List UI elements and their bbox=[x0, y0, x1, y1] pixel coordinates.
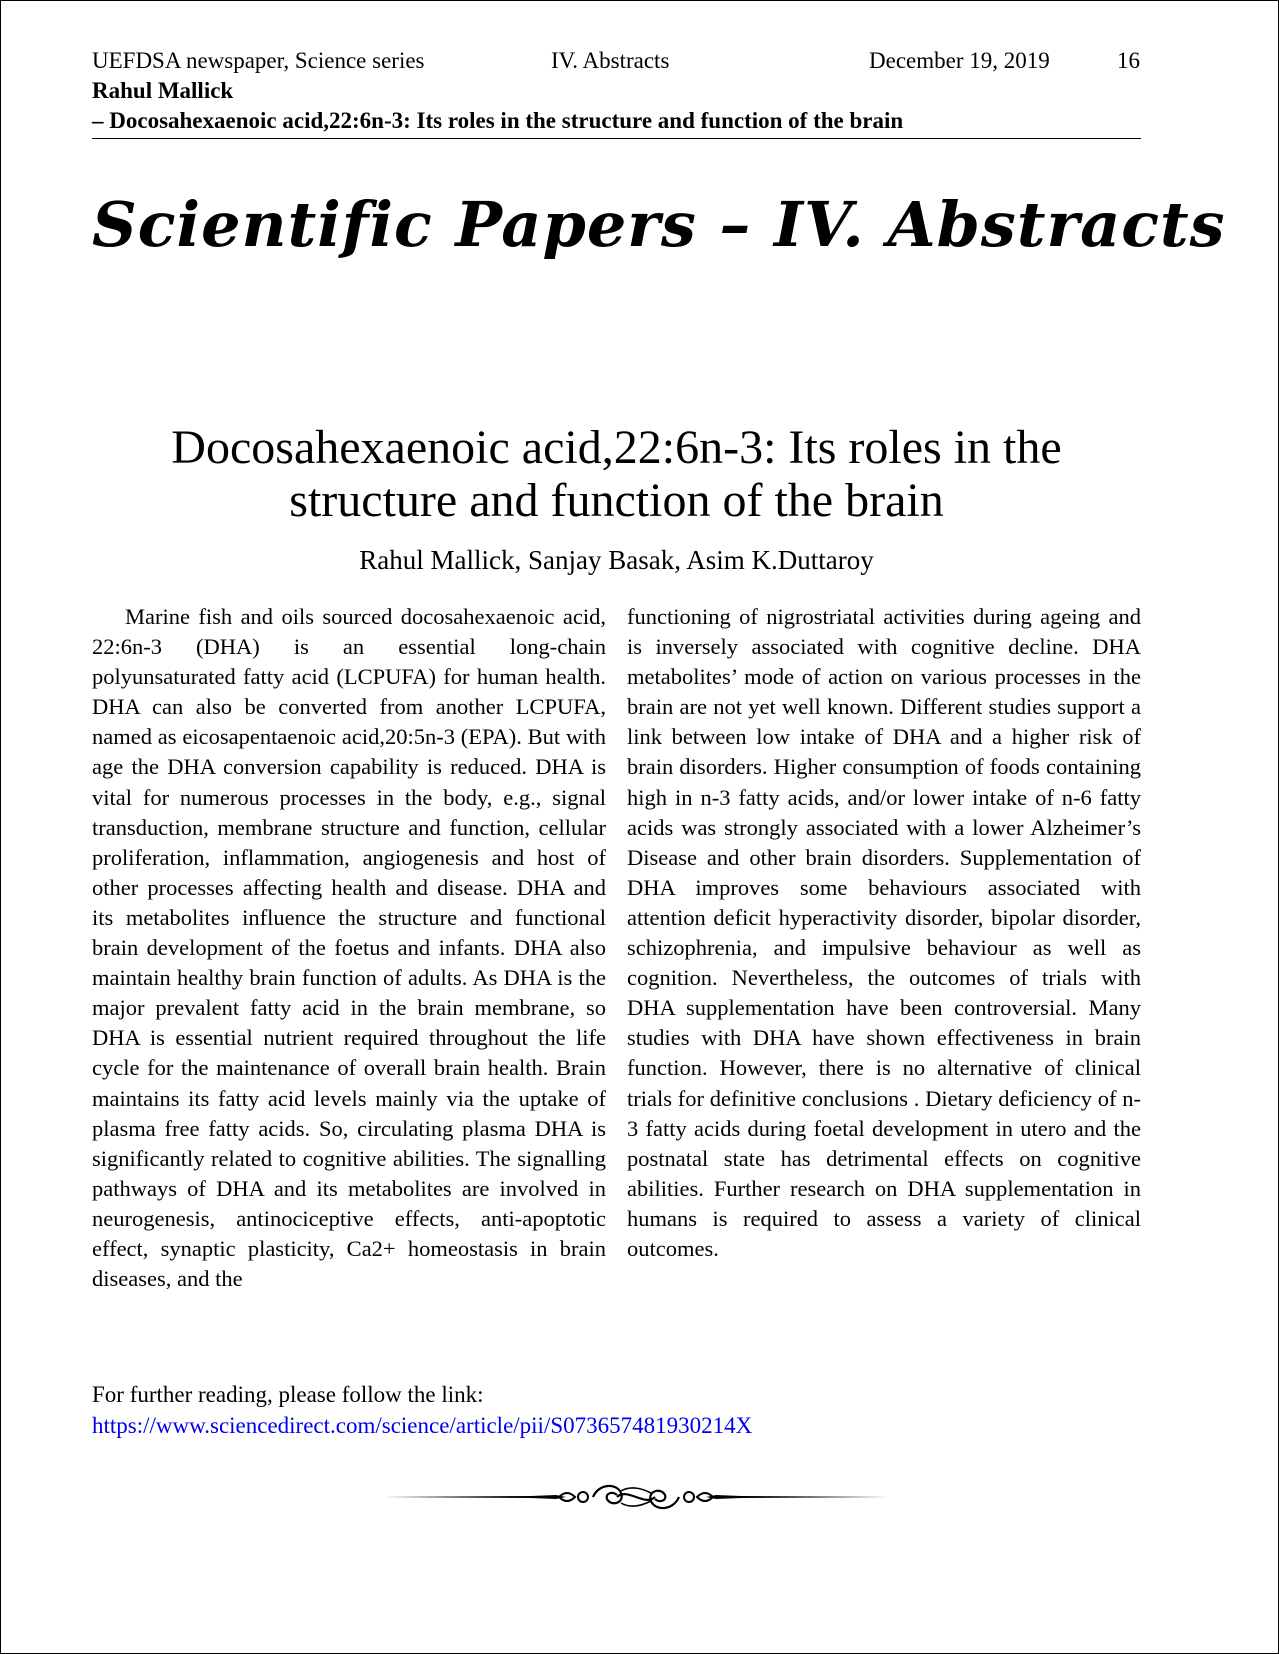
article-authors: Rahul Mallick, Sanjay Basak, Asim K.Duttaroy bbox=[359, 545, 874, 575]
header-author: Rahul Mallick bbox=[92, 78, 234, 103]
flourish-divider-icon bbox=[381, 1479, 891, 1515]
further-reading-label: For further reading, please follow the link: bbox=[92, 1382, 484, 1407]
article-title: Docosahexaenoic acid,22:6n-3: Its roles in the structure and function of the brain bbox=[171, 421, 1062, 527]
header-running-title: – Docosahexaenoic acid,22:6n-3: Its roles in the structure and function of the brain bbox=[92, 108, 904, 133]
article-link[interactable]: https://www.sciencedirect.com/science/article/pii/S073657481930214X bbox=[92, 1413, 753, 1438]
masthead-title: Scientific Papers – IV. Abstracts bbox=[92, 188, 1226, 261]
abstract-column-left: Marine fish and oils sourced docosahexaenoic acid, 22:6n-3 (DHA) is an essential long-chain polyunsaturated fatty acid (LCPUFA) for human health. DHA can also be converted from another LCPUFA, named as eicosapentaenoic acid,20:5n-3 (EPA). But with age the DHA conversion capability is reduced. DHA is vital for numerous processes in the body, e.g., signal transduction, membrane structure and function, cellular proliferation, inflammation, angiogenesis and host of other processes affecting health and disease. DHA and its metabolites influence the structure and functional brain development of the foetus and infants. DHA also maintain healthy brain function of adults. As DHA is the major prevalent fatty acid in the brain membrane, so DHA is essential nutrient required throughout the life cycle for the maintenance of overall brain health. Brain maintains its fatty acid levels mainly via the uptake of plasma free fatty acids. So, circulating plasma DHA is significantly related to cognitive abilities. The signalling pathways of DHA and its metabolites are involved in neurogenesis, antinociceptive effects, anti-apoptotic effect, synaptic plasticity, Ca2+ homeostasis in brain diseases, and the bbox=[92, 604, 606, 1292]
abstract-column-right: functioning of nigrostriatal activities during ageing and is inversely associated with cognitive decline. DHA metabolites’ mode of action on various processes in the brain are not yet well known. Different studies support a link between low intake of DHA and a higher risk of brain disorders. Higher consumption of foods containing high in n-3 fatty acids, and/or lower intake of n-6 fatty acids was strongly associated with a lower Alzheimer’s Disease and other brain disorders. Supplementation of DHA improves some behaviours associated with attention deficit hyperactivity disorder, bipolar disorder, schizophrenia, and impulsive behaviour as well as cognition. Nevertheless, the outcomes of trials with DHA supplementation have been controversial. Many studies with DHA have shown effectiveness in brain function. However, there is no alternative of clinical trials for definitive conclusions . Dietary deficiency of n-3 fatty acids during foetal development in utero and the postnatal state has detrimental effects on cognitive abilities. Further research on DHA supplementation in humans is required to assess a variety of clinical outcomes. bbox=[627, 604, 1141, 1261]
header-divider bbox=[92, 138, 1141, 139]
header-section: IV. Abstracts bbox=[551, 48, 670, 73]
header-page-number: 16 bbox=[1117, 48, 1140, 73]
header-series: UEFDSA newspaper, Science series bbox=[92, 48, 425, 73]
header-date: December 19, 2019 bbox=[869, 48, 1050, 73]
running-header bbox=[92, 47, 1140, 75]
